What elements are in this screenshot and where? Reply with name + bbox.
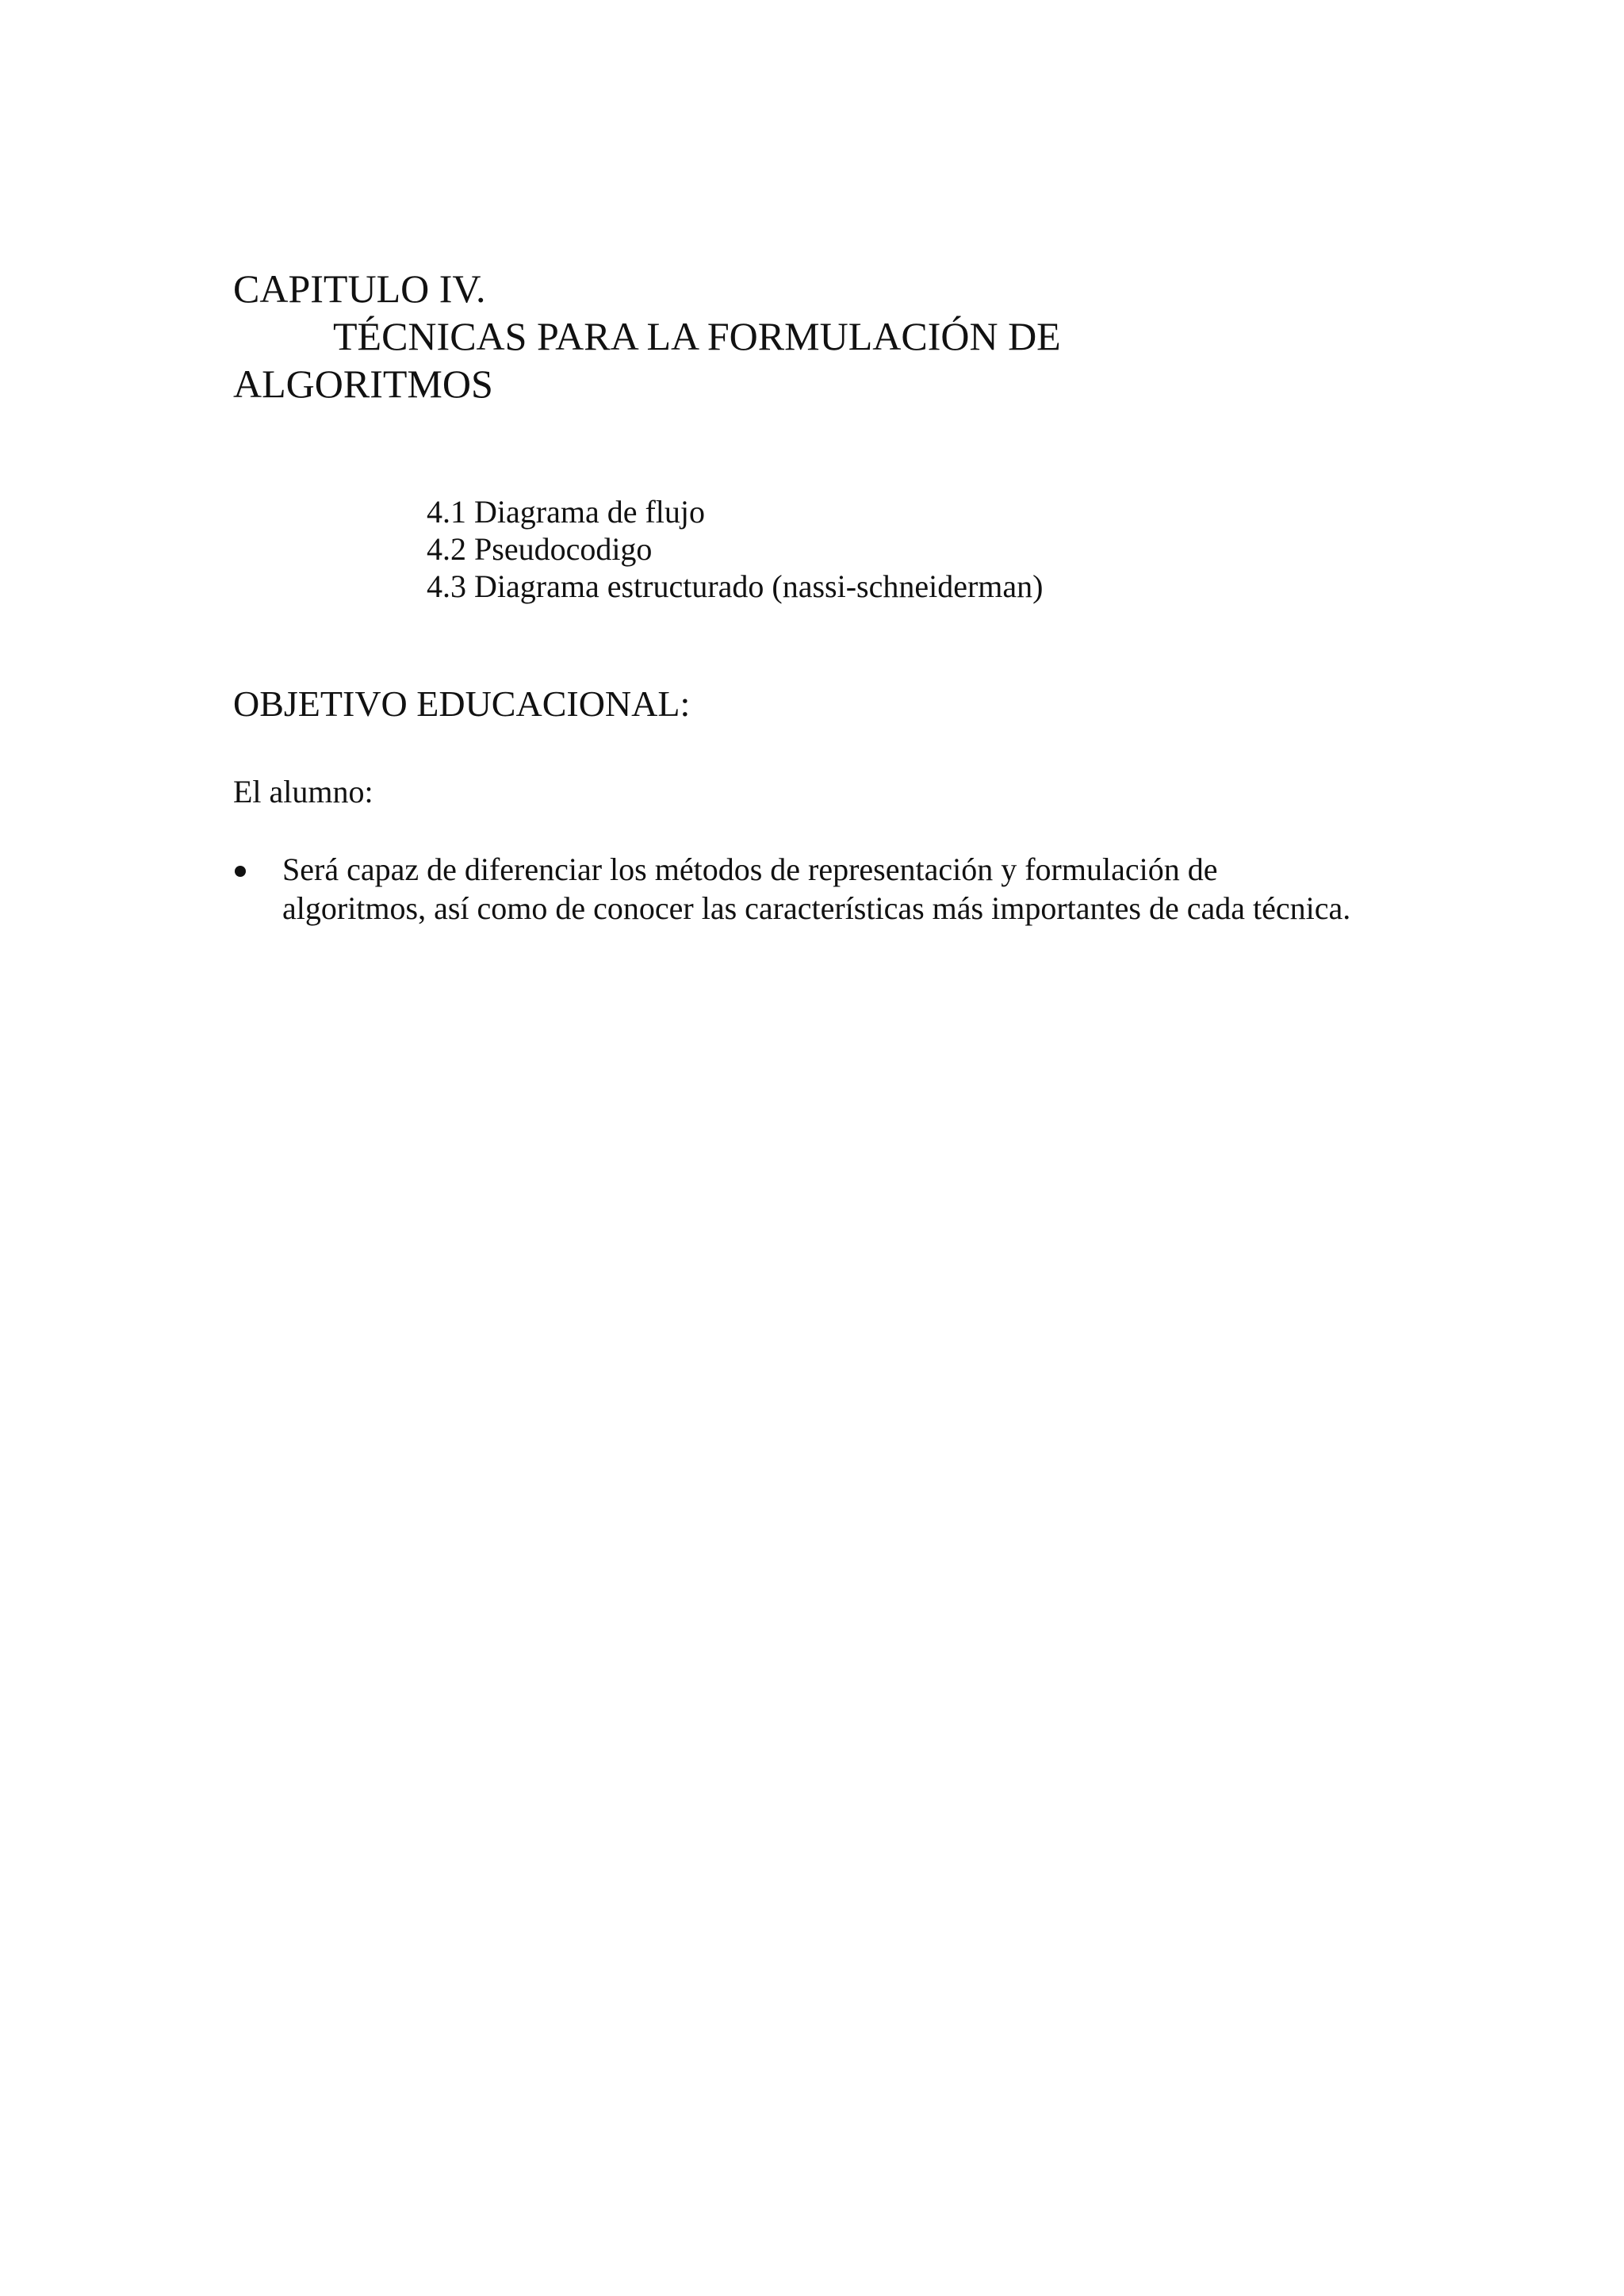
objective-heading: OBJETIVO EDUCACIONAL: — [233, 683, 691, 724]
bullet-text-line-1: Será capaz de diferenciar los métodos de representación y formulación de — [282, 851, 1218, 887]
toc-item: 4.3 Diagrama estructurado (nassi-schneiderman) — [427, 568, 1044, 604]
objective-bullet-list — [233, 850, 1502, 928]
chapter-header — [233, 265, 1502, 408]
bullet-icon — [235, 866, 246, 877]
student-label: El alumno: — [233, 774, 373, 809]
bullet-text-line-2: algoritmos, así como de conocer las características más importantes de cada técnica. — [282, 890, 1351, 926]
toc-item: 4.1 Diagrama de flujo — [427, 494, 705, 530]
toc-item: 4.2 Pseudocodigo — [427, 531, 653, 567]
table-of-contents — [427, 493, 1537, 605]
chapter-title-line-1: TÉCNICAS PARA LA FORMULACIÓN DE — [333, 314, 1061, 358]
list-item — [233, 850, 1502, 928]
chapter-number: CAPITULO IV. — [233, 266, 486, 311]
chapter-title-line-2: ALGORITMOS — [233, 362, 493, 406]
